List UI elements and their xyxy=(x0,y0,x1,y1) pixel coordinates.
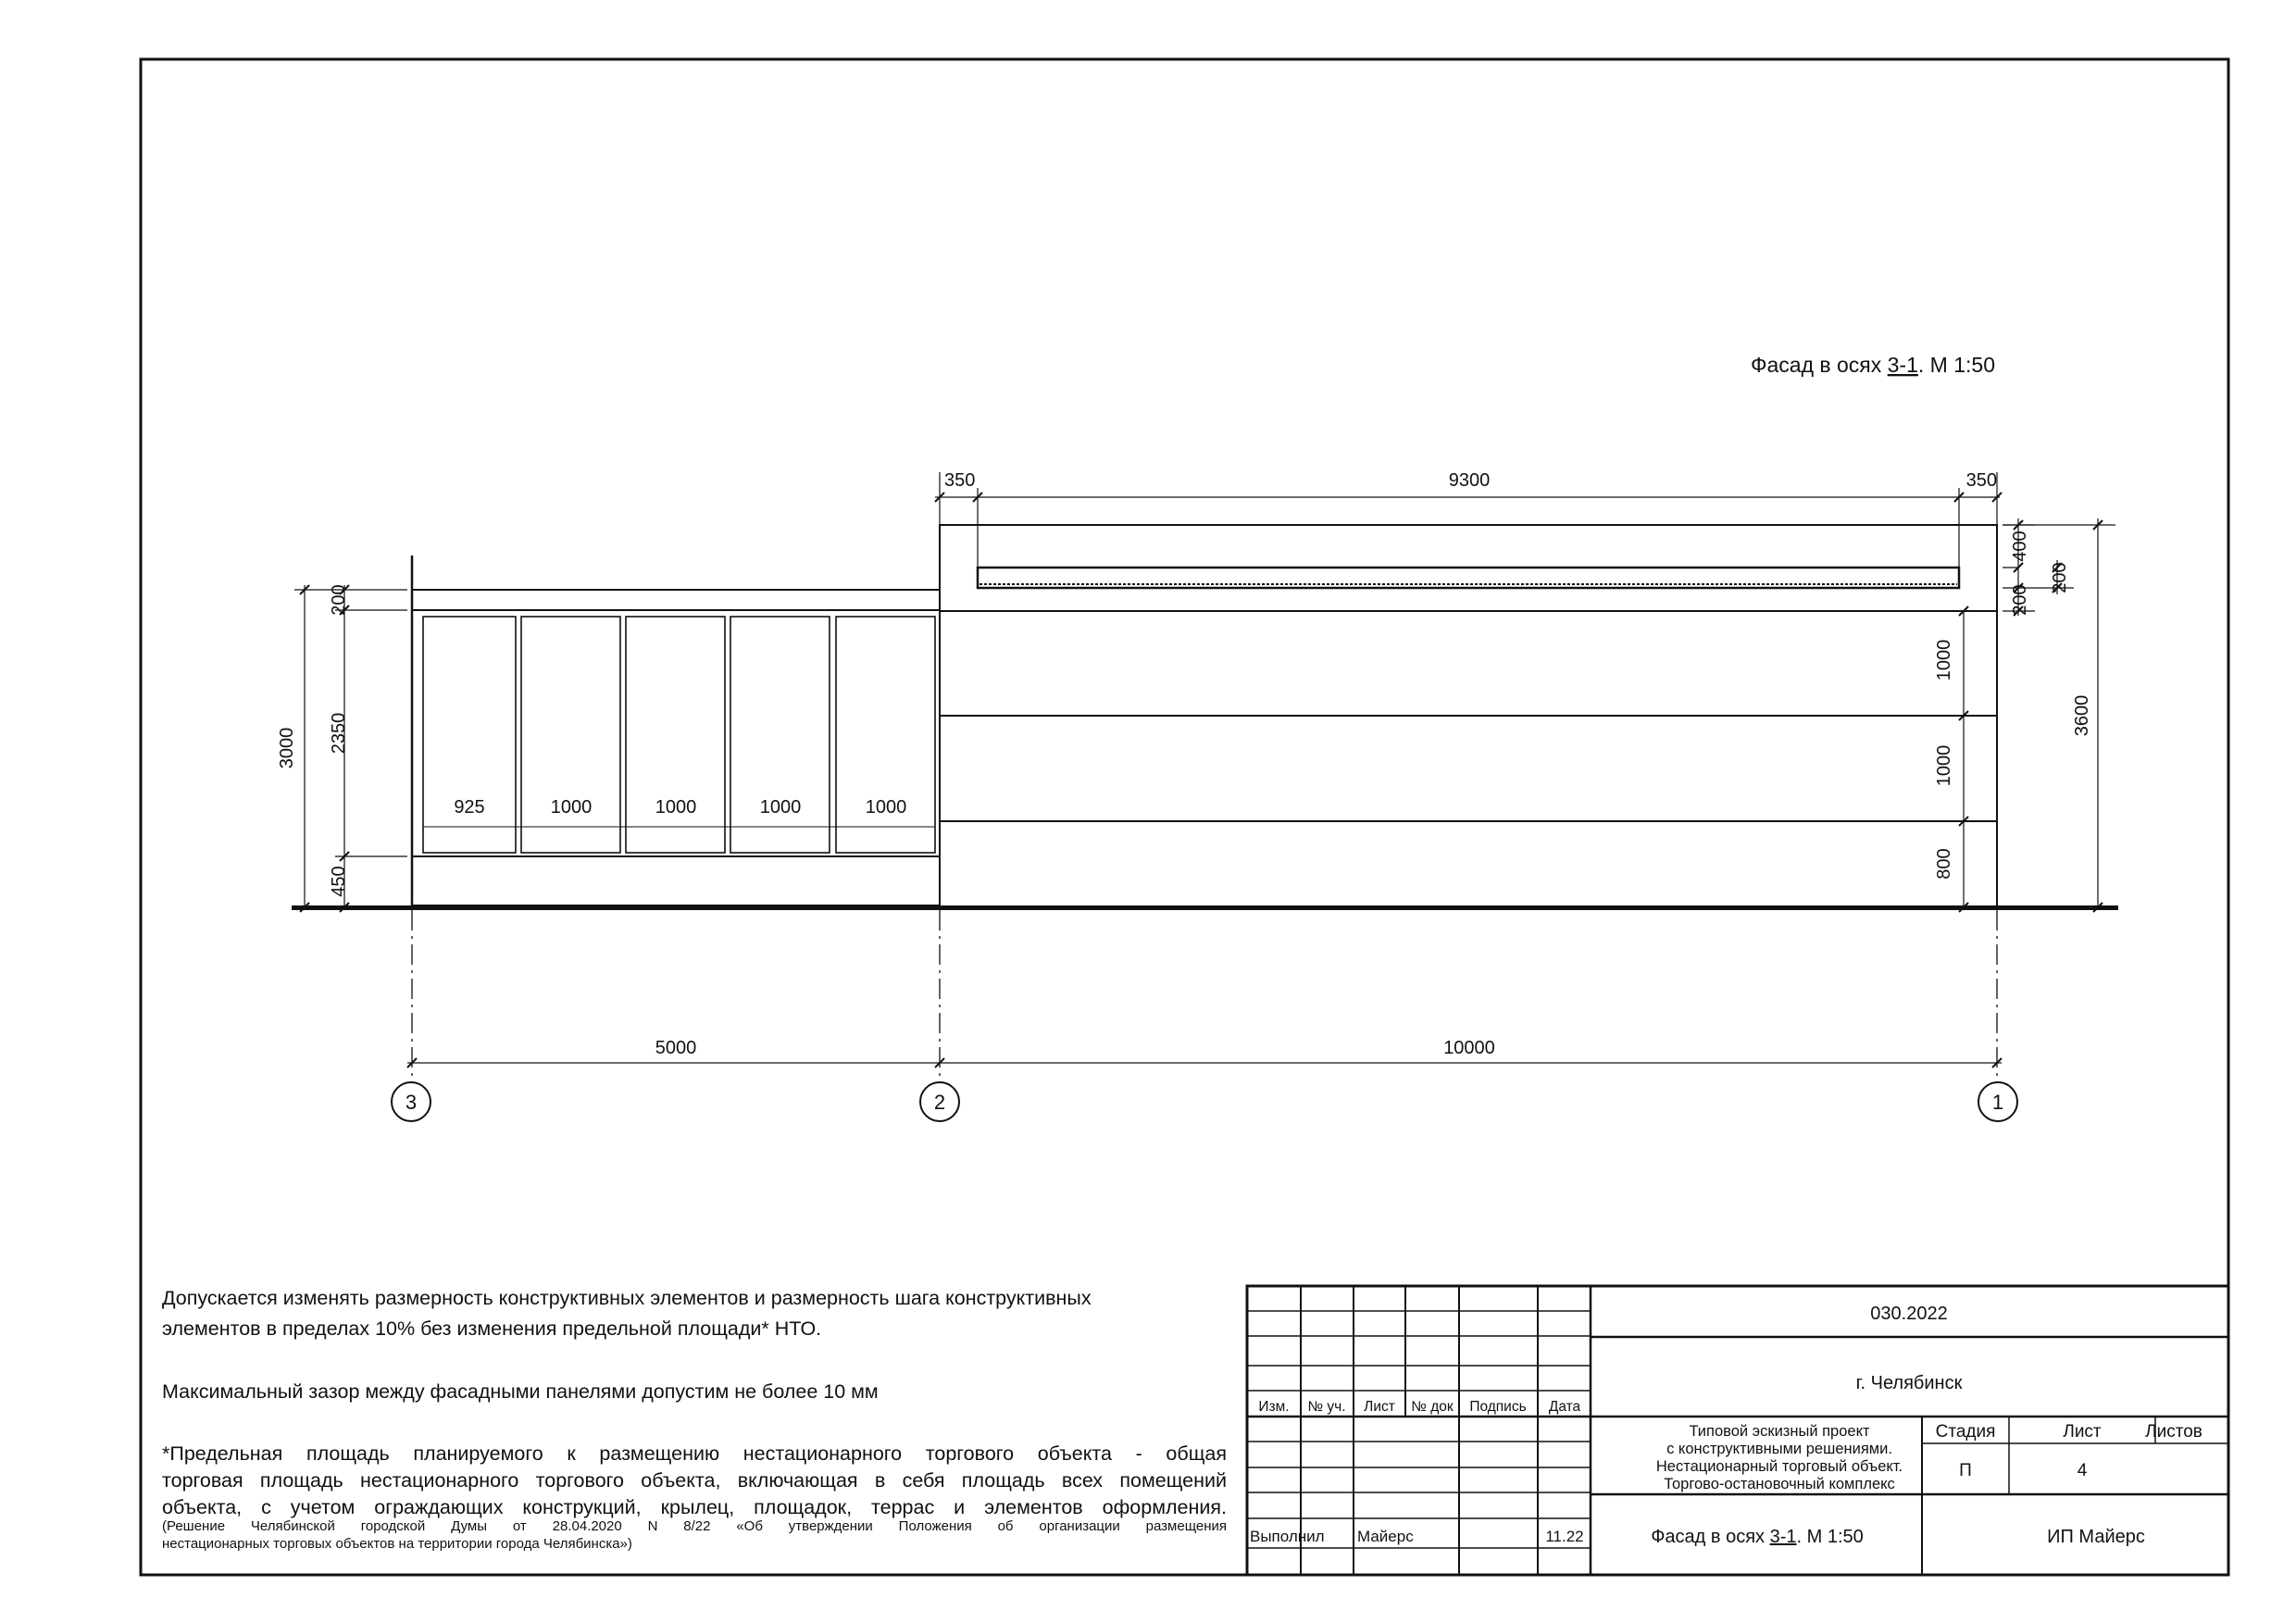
dim-panel-1: 925 xyxy=(454,797,485,818)
note-panel-gap: Максимальный зазор между фасадными панелями допустим не более 10 мм xyxy=(162,1380,879,1403)
dim-bottom-left: 5000 xyxy=(655,1038,697,1058)
dim-top-left: 350 xyxy=(944,470,976,491)
stamp-sheet-title: Фасад в осях 3-1. М 1:50 xyxy=(1651,1527,1864,1547)
stamp-sheets-label: Листов xyxy=(2145,1422,2202,1442)
note-tolerance-line-1: Допускается изменять размерность конструктивных элементов и размерность шага конструктивных xyxy=(162,1287,1092,1309)
dim-panel-3: 1000 xyxy=(655,797,697,818)
note-tolerance xyxy=(162,1283,1227,1344)
dim-right-panel-2: 1000 xyxy=(1934,744,1954,787)
left-dimension-lines xyxy=(294,585,407,912)
stamp-performed-date: 11.22 xyxy=(1545,1528,1584,1545)
dim-right-top-a: 400 xyxy=(2010,531,2030,562)
stamp-code: 030.2022 xyxy=(1870,1304,1948,1324)
dim-left-top: 200 xyxy=(329,584,349,616)
note-decision-reference xyxy=(162,1517,1227,1553)
dim-panel-4: 1000 xyxy=(759,797,802,818)
dim-right-top-b: 200 xyxy=(2010,584,2030,616)
stamp-sheet-value: 4 xyxy=(2077,1461,2088,1480)
svg-text:Лист: Лист xyxy=(1364,1399,1395,1415)
dim-right-panel-3: 800 xyxy=(1934,848,1954,880)
dim-panel-5: 1000 xyxy=(865,797,907,818)
stamp-performed-label: Выполнил xyxy=(1250,1528,1325,1545)
svg-text:Торгово-остановочный комплекс: Торгово-остановочный комплекс xyxy=(1664,1476,1895,1492)
dim-bottom-right: 10000 xyxy=(1443,1038,1495,1058)
svg-text:2: 2 xyxy=(933,1091,946,1114)
svg-text:3: 3 xyxy=(405,1091,418,1114)
dim-left-bottom: 450 xyxy=(329,866,349,897)
svg-text:Типовой эскизный проект: Типовой эскизный проект xyxy=(1689,1423,1870,1440)
stamp-sheet-label: Лист xyxy=(2063,1422,2102,1442)
stamp-stage-label: Стадия xyxy=(1935,1422,1996,1442)
svg-text:№ док: № док xyxy=(1411,1399,1454,1415)
note-decision-line-1: (Решение Челябинской городской Думы от 28.04.2020 N 8/22 «Об утверждении Положения об организации размещения xyxy=(162,1518,1227,1534)
svg-text:№ уч.: № уч. xyxy=(1307,1399,1346,1415)
note-area-line-3: объекта, с учетом ограждающих конструкций, крылец, площадок, террас и элементов оформления. xyxy=(162,1496,1227,1518)
dim-right-overall: 3600 xyxy=(2072,694,2092,737)
stamp-performed-name: Майерс xyxy=(1357,1528,1414,1545)
drawing-title: Фасад в осях 3-1. М 1:50 xyxy=(1751,353,1995,377)
stamp-stage-value: П xyxy=(1959,1461,1972,1480)
svg-text:Изм.: Изм. xyxy=(1258,1399,1290,1415)
axis-marker-3 xyxy=(392,1082,430,1121)
svg-text:Нестационарный торговый объект: Нестационарный торговый объект. xyxy=(1655,1458,1903,1475)
svg-text:Подпись: Подпись xyxy=(1469,1399,1527,1415)
bottom-dimension-line xyxy=(407,1058,2002,1067)
svg-text:с конструктивными решениями.: с конструктивными решениями. xyxy=(1666,1441,1892,1457)
dim-left-middle: 2350 xyxy=(329,712,349,755)
axis-marker-1 xyxy=(1978,1082,2017,1121)
dim-panel-2: 1000 xyxy=(550,797,593,818)
stamp-city: г. Челябинск xyxy=(1855,1373,1963,1393)
note-area-line-2: торговая площадь нестационарного торгового объекта, включающая в себя площадь всех помещений xyxy=(162,1469,1227,1492)
stamp-project-name xyxy=(1656,1423,1903,1492)
stamp-headers xyxy=(1258,1399,1580,1415)
stamp-organization: ИП Майерс xyxy=(2047,1527,2145,1547)
dim-left-overall: 3000 xyxy=(277,727,297,769)
axis-lines xyxy=(412,910,1997,1085)
left-block xyxy=(412,556,940,910)
svg-text:1: 1 xyxy=(1991,1091,2004,1114)
right-block xyxy=(940,525,1997,907)
dim-top-middle: 9300 xyxy=(1448,470,1491,491)
note-area-definition xyxy=(162,1441,1227,1521)
dim-right-panel-1: 1000 xyxy=(1934,639,1954,681)
dim-right-top-c: 200 xyxy=(2050,562,2070,593)
dim-top-right: 350 xyxy=(1965,470,1997,491)
note-tolerance-line-2: элементов в пределах 10% без изменения предельной площади* НТО. xyxy=(162,1317,822,1340)
axis-marker-2 xyxy=(920,1082,959,1121)
note-decision-line-2: нестационарных торговых объектов на территории города Челябинска») xyxy=(162,1536,632,1552)
note-area-line-1: *Предельная площадь планируемого к размещению нестационарного торгового объекта - общая xyxy=(162,1442,1227,1465)
svg-text:Дата: Дата xyxy=(1548,1399,1581,1415)
